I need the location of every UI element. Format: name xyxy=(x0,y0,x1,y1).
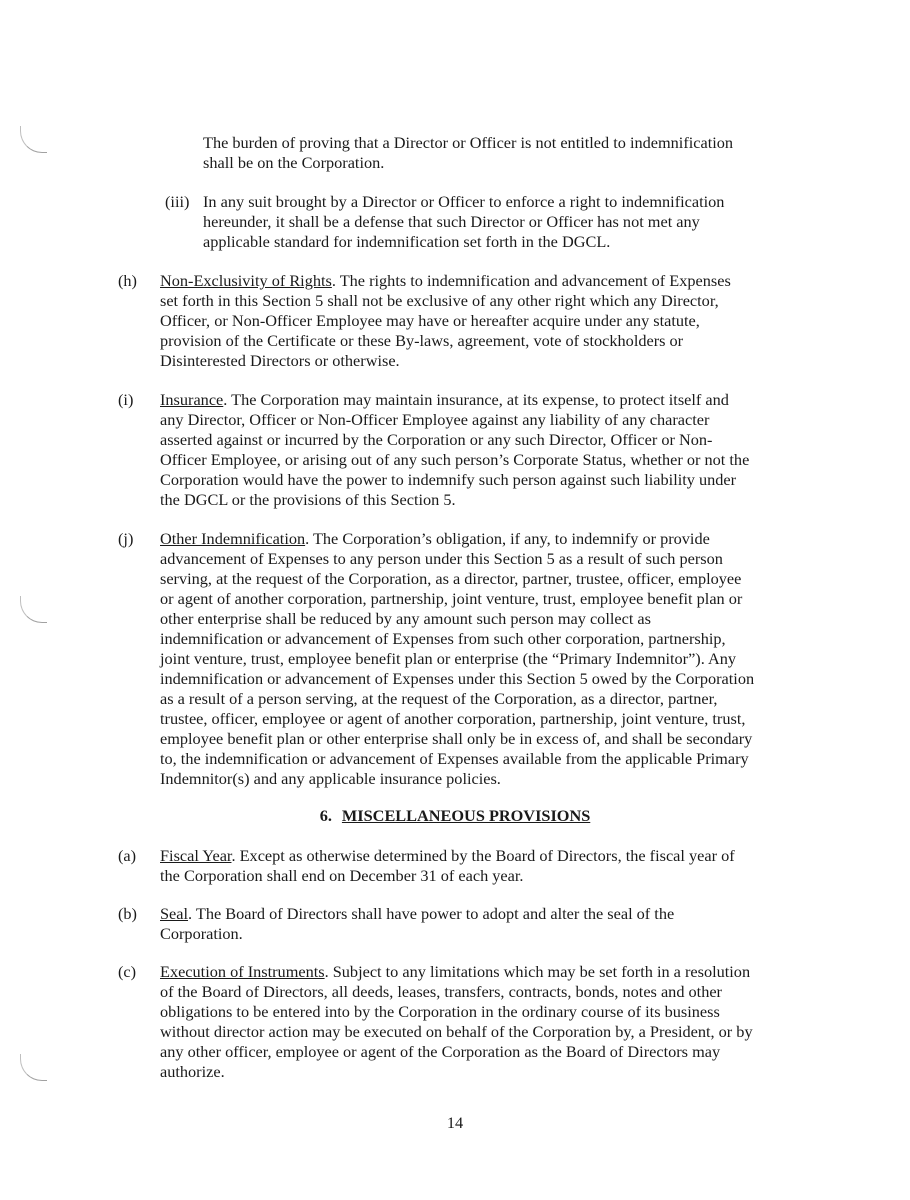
section-title: Insurance xyxy=(160,390,224,409)
text-line: The burden of proving that a Director or Officer is not entitled to indemnification xyxy=(203,133,734,152)
punch-hole-mark xyxy=(20,596,47,623)
page-number: 14 xyxy=(446,1113,464,1132)
text-line xyxy=(160,390,810,410)
text-span: . The Corporation’s obligation, if any, to indemnify or provide xyxy=(305,529,710,548)
text-line: as a result of a person serving, at the request of the Corporation, as a director, partner, xyxy=(160,689,718,708)
text-line: advancement of Expenses to any person under this Section 5 as a result of such person xyxy=(160,549,723,568)
text-line: employee benefit plan or other enterprise shall only be in excess of, and shall be secondary xyxy=(160,729,753,748)
section-6b-paragraph xyxy=(160,904,810,944)
text-line: other enterprise shall be reduced by any amount such person may collect as xyxy=(160,609,651,628)
section-6c-paragraph xyxy=(160,962,810,1082)
text-line xyxy=(160,271,810,291)
text-line: the DGCL or the provisions of this Section 5. xyxy=(160,490,456,509)
text-line: In any suit brought by a Director or Officer to enforce a right to indemnification xyxy=(203,192,725,211)
text-line: without director action may be executed on behalf of the Corporation by, a President, or by xyxy=(160,1022,753,1041)
text-line: serving, at the request of the Corporation, as a director, partner, trustee, officer, employee xyxy=(160,569,742,588)
text-line: applicable standard for indemnification set forth in the DGCL. xyxy=(203,232,611,251)
section-title: Other Indemnification xyxy=(160,529,306,548)
section-title: Execution of Instruments xyxy=(160,962,325,981)
text-line: or agent of another corporation, partnership, joint venture, trust, employee benefit plan or xyxy=(160,589,743,608)
section-h-paragraph xyxy=(160,271,810,371)
carryover-paragraph xyxy=(203,133,853,173)
text-span: . The rights to indemnification and advancement of Expenses xyxy=(331,271,731,290)
text-line: hereunder, it shall be a defense that such Director or Officer has not met any xyxy=(203,212,700,231)
punch-hole-mark xyxy=(20,126,47,153)
text-line: indemnification or advancement of Expenses from such other corporation, partnership, xyxy=(160,629,726,648)
text-line: Corporation would have the power to indemnify such person against such liability under xyxy=(160,470,737,489)
section-label: (j) xyxy=(118,529,134,548)
section-heading xyxy=(0,806,910,826)
text-line: joint venture, trust, employee benefit plan or enterprise (the “Primary Indemnitor”). Any xyxy=(160,649,736,668)
text-line xyxy=(160,529,810,549)
text-span: . The Corporation may maintain insurance, at its expense, to protect itself and xyxy=(223,390,729,409)
section-label: (a) xyxy=(118,846,137,865)
text-span: . Subject to any limitations which may be set forth in a resolution xyxy=(324,962,751,981)
text-line: asserted against or incurred by the Corporation or any such Director, Officer or Non- xyxy=(160,430,713,449)
section-6a-paragraph xyxy=(160,846,810,886)
heading-number: 6. xyxy=(319,806,332,825)
text-span: . Except as otherwise determined by the Board of Directors, the fiscal year of xyxy=(231,846,735,865)
text-line: authorize. xyxy=(160,1062,225,1081)
text-line xyxy=(160,962,810,982)
text-line: Officer Employee, or arising out of any such person’s Corporate Status, whether or not the xyxy=(160,450,750,469)
section-label: (c) xyxy=(118,962,137,981)
text-line: any Director, Officer or Non-Officer Employee against any liability of any character xyxy=(160,410,710,429)
text-line: obligations to be entered into by the Corporation in the ordinary course of its business xyxy=(160,1002,720,1021)
text-line: Disinterested Directors or otherwise. xyxy=(160,351,400,370)
text-line: trustee, officer, employee or agent of another corporation, partnership, joint venture, trust, xyxy=(160,709,746,728)
text-line: the Corporation shall end on December 31 of each year. xyxy=(160,866,524,885)
section-title: Non-Exclusivity of Rights xyxy=(160,271,332,290)
section-label: (h) xyxy=(118,271,137,290)
section-title: Seal xyxy=(160,904,189,923)
section-i-paragraph xyxy=(160,390,810,510)
heading-title: MISCELLANEOUS PROVISIONS xyxy=(341,806,591,825)
text-line: Indemnitor(s) and any applicable insurance policies. xyxy=(160,769,501,788)
section-label: (b) xyxy=(118,904,137,923)
clause-iii-paragraph xyxy=(203,192,853,252)
punch-hole-mark xyxy=(20,1054,47,1081)
section-label: (i) xyxy=(118,390,134,409)
text-span: . The Board of Directors shall have power to adopt and alter the seal of the xyxy=(188,904,675,923)
text-line: provision of the Certificate or these By-laws, agreement, vote of stockholders or xyxy=(160,331,684,350)
text-line xyxy=(160,846,810,866)
text-line: Officer, or Non-Officer Employee may have or hereafter acquire under any statute, xyxy=(160,311,700,330)
section-j-paragraph xyxy=(160,529,810,789)
text-line: of the Board of Directors, all deeds, leases, transfers, contracts, bonds, notes and other xyxy=(160,982,722,1001)
text-line xyxy=(160,904,810,924)
clause-label: (iii) xyxy=(165,192,190,211)
text-line: Corporation. xyxy=(160,924,243,943)
section-title: Fiscal Year xyxy=(160,846,232,865)
text-line: indemnification or advancement of Expenses under this Section 5 owed by the Corporation xyxy=(160,669,755,688)
text-line: set forth in this Section 5 shall not be exclusive of any other right which any Director, xyxy=(160,291,719,310)
text-line: shall be on the Corporation. xyxy=(203,153,385,172)
text-line: any other officer, employee or agent of the Corporation as the Board of Directors may xyxy=(160,1042,721,1061)
text-line: to, the indemnification or advancement of Expenses available from the applicable Primary xyxy=(160,749,749,768)
